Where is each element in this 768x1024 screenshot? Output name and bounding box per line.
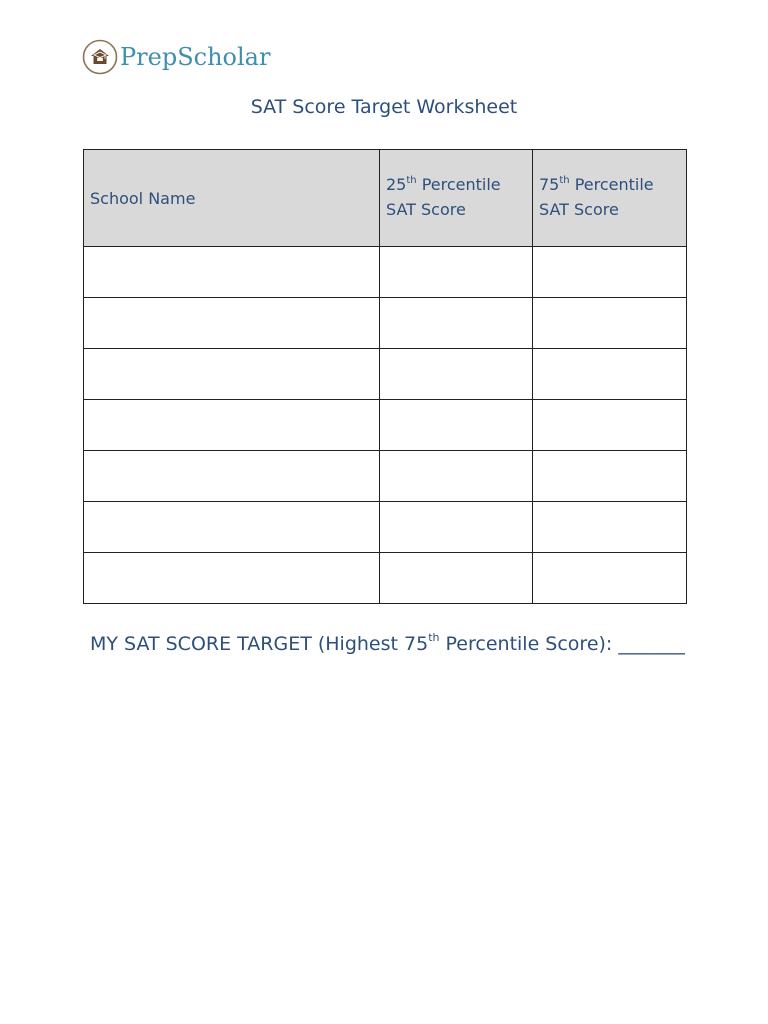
table-row — [84, 400, 687, 451]
school-name-cell[interactable] — [84, 349, 380, 400]
header-25th-percentile: 25th Percentile SAT Score — [380, 150, 533, 247]
table-row — [84, 247, 687, 298]
percentile-25-cell[interactable] — [380, 553, 533, 604]
school-name-cell[interactable] — [84, 298, 380, 349]
table-row — [84, 349, 687, 400]
worksheet-title: SAT Score Target Worksheet — [250, 96, 518, 118]
percentile-75-cell[interactable] — [533, 553, 687, 604]
score-target-line: MY SAT SCORE TARGET (Highest 75th Percentile Score): _______ — [90, 631, 685, 655]
table-row — [84, 553, 687, 604]
header-school-name: School Name — [84, 150, 380, 247]
table-row — [84, 451, 687, 502]
table-row — [84, 298, 687, 349]
table-row — [84, 502, 687, 553]
school-name-cell[interactable] — [84, 553, 380, 604]
table-header-row — [84, 150, 687, 247]
percentile-75-cell[interactable] — [533, 451, 687, 502]
brand-name: PrepScholar — [120, 43, 271, 71]
percentile-75-cell[interactable] — [533, 298, 687, 349]
header-75th-percentile: 75th Percentile SAT Score — [533, 150, 687, 247]
percentile-75-cell[interactable] — [533, 247, 687, 298]
graduation-cap-house-icon — [82, 39, 118, 75]
school-name-cell[interactable] — [84, 502, 380, 553]
percentile-25-cell[interactable] — [380, 451, 533, 502]
percentile-25-cell[interactable] — [380, 502, 533, 553]
prepscholar-logo — [82, 38, 270, 76]
percentile-75-cell[interactable] — [533, 349, 687, 400]
school-name-cell[interactable] — [84, 451, 380, 502]
percentile-25-cell[interactable] — [380, 349, 533, 400]
score-target-blank[interactable]: _______ — [618, 633, 685, 655]
score-table — [83, 149, 687, 604]
percentile-25-cell[interactable] — [380, 298, 533, 349]
percentile-25-cell[interactable] — [380, 247, 533, 298]
school-name-cell[interactable] — [84, 400, 380, 451]
percentile-25-cell[interactable] — [380, 400, 533, 451]
percentile-75-cell[interactable] — [533, 502, 687, 553]
school-name-cell[interactable] — [84, 247, 380, 298]
percentile-75-cell[interactable] — [533, 400, 687, 451]
